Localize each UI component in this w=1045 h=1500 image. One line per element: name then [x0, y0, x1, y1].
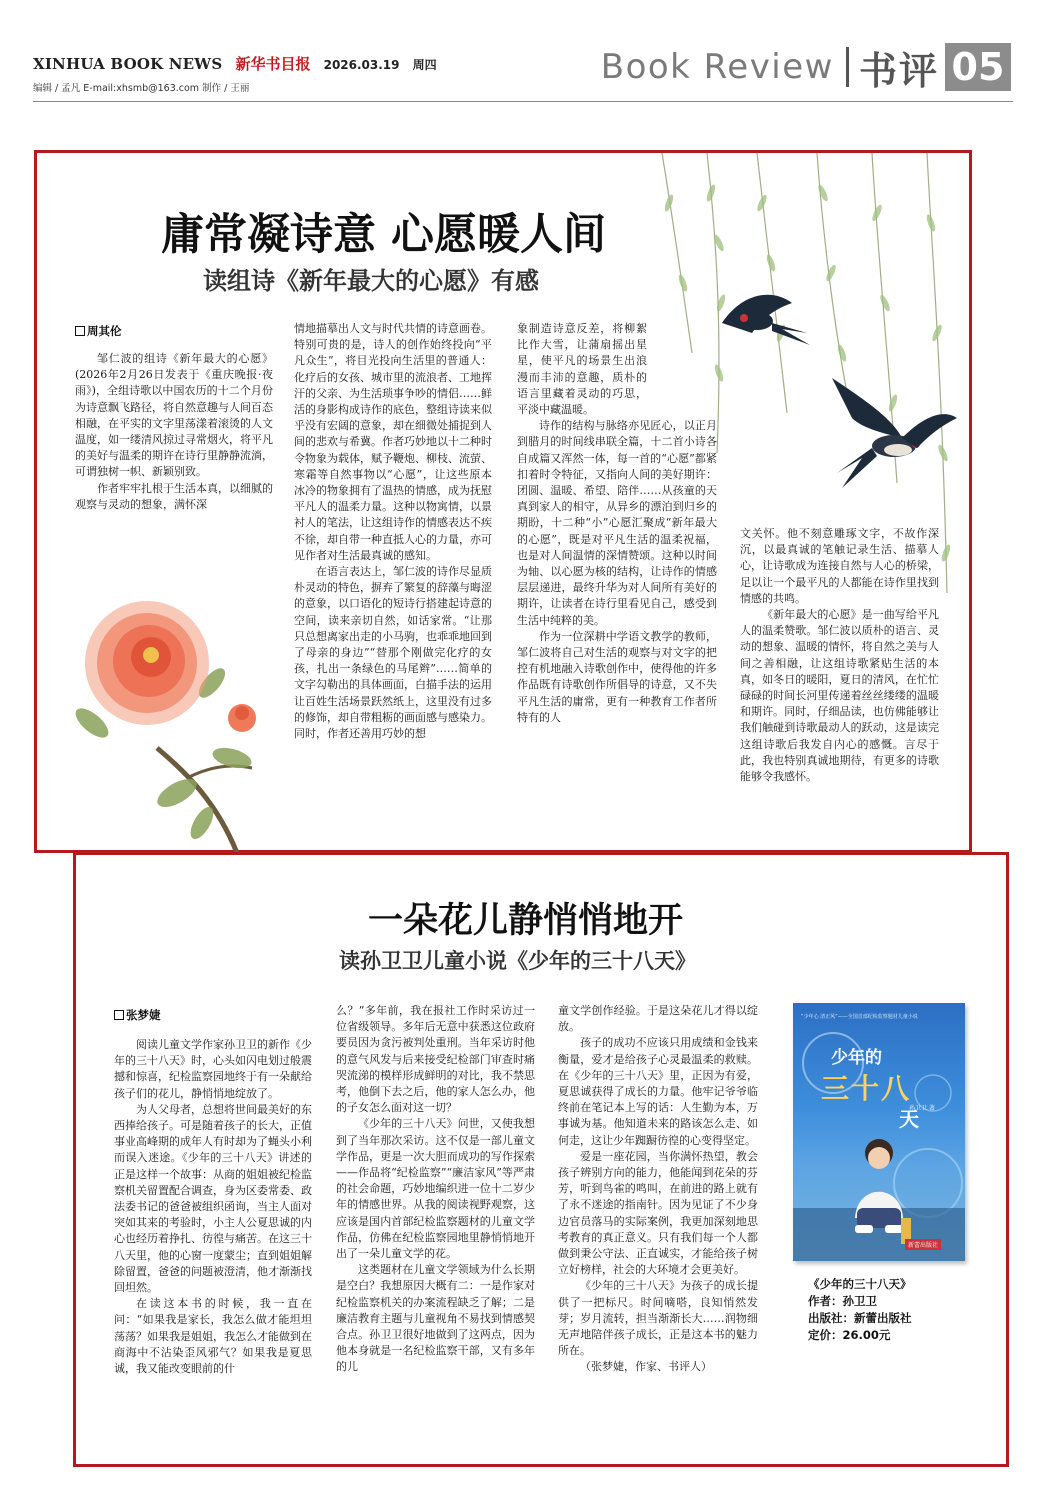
section-divider: [846, 47, 849, 87]
peony-bud-icon: [228, 704, 256, 732]
article-2-author: 张梦婕: [114, 1007, 161, 1023]
article-1-column-2: 情地描摹出人文与时代共情的诗意画卷。特别可贵的是，诗人的创作始终投向“平凡众生”，将目光投向生活里的普通人：化疗后的女孩、城市里的流浪者、工地挥汗的父亲、为生活琐事争吵的情侣……鲜活的身影构成诗作的底色，整组诗读来似乎没有宏阔的意象，却在细微处捕捉到人间的悲欢与希冀。作者巧妙地以十二种时令物象为载体，赋予鞭炮、柳枝、流萤、寒霜等自然事物以“心愿”，让这些原本冰冷的物象拥有了温热的情感，成为抚慰平凡人的温柔力量。这种以物寓情，以景衬人的笔法，让这组诗作的情感表达不疾不徐，却自带一种直抵人心的力量，亦可见作者对生活最真诚的感知。 在语言表达上，邹仁波的诗作尽显质朴灵动的特色，摒弃了繁复的辞藻与晦涩的意象，以口语化的短诗行搭建起诗意的空间，读来亲切自然，如话家常。“让那只总想离家出走的小马驹，也乖乖地回到了母亲的身边”“替那个刚做完化疗的女孩，扎出一条绿色的马尾辫”……简单的文字勾勒出的具体画面，白描手法的运用让百姓生活场景跃然纸上，这里没有过多的修饰，却自带粗粝的画面感与感染力。同时，作者还善用巧妙的想: [294, 322, 492, 741]
section-header: [601, 41, 1011, 93]
peony-illustration: [37, 553, 282, 853]
article-1-author: 周其伦: [75, 323, 122, 339]
article-1: [34, 150, 972, 853]
article-2-column-3: 童文学创作经验。于是这朵花儿才得以绽放。 孩子的成功不应该只用成绩和金钱来衡量，爱才是给孩子心灵最温柔的救赎。在《少年的三十八天》里，正因为有爱，夏思诚获得了成长的力量。他牢记爷爷临终前在笔记本上写的话：人生勤为本，万事诚为基。他知道未来的路该怎么走、如何走，这让少年踟蹰彷徨的心变得坚定。 爱是一座花园，当你满怀热望，教会孩子辨别方向的能力，他能闻到花朵的芬芳，听到鸟雀的鸣叫，在前进的路上就有了永不迷途的指南针。因为见证了不少身边官员落马的实际案例，我更加深刻地思考教育的真正意义。只有我们每一个人都做到秉公守法、正直诚实，才能给孩子树立好榜样，社会的大环境才会更美好。 《少年的三十八天》为孩子的成长提供了一把标尺。时间嘀嗒，良知悄然发芽；岁月流转，担当渐渐长大……润物细无声地陪伴孩子成长，正是这本书的魅力所在。 （张梦婕，作家、书评人）: [558, 1003, 758, 1435]
page-number: 05: [945, 43, 1011, 91]
book-info-author: 作者：孙卫卫: [808, 1294, 877, 1308]
boy-figure-icon: [855, 1139, 903, 1233]
book-info-title: 《少年的三十八天》: [808, 1277, 912, 1291]
book-info-publisher: 出版社：新蕾出版社: [808, 1311, 912, 1325]
article-1-subtitle: 读组诗《新年最大的心愿》有感: [203, 267, 539, 295]
masthead-left: [33, 53, 437, 74]
book-cover-art: [793, 1003, 965, 1261]
swallow-2-icon: [832, 378, 957, 488]
book-cover: “少年心 清正风”——全国首部纪检监察题材儿童小说 少年的 三十八 天 孙卫卫 著 新蕾出版社: [793, 1003, 965, 1261]
article-2-column-1: 阅读儿童文学作家孙卫卫的新作《少年的三十八天》时，心头如闪电划过般震撼和惊喜，纪检监察园地终于有一朵献给孩子们的花儿，静悄悄地绽放了。 为人父母者，总想将世间最美好的东西捧给孩子。可是随着孩子的长大，正值事业高峰期的成年人有时却为了蝇头小利而误入迷途。《少年的三十八天》讲述的正是这样一个故事：从商的姐姐被纪检监察机关留置配合调查，身为区委常委、政法委书记的爸爸被组织函询，当主人面对突如其来的考验时，小主人公夏思诚的内心也经历着挣扎、彷徨与痛苦。在这三十八天里，他的心窗一度蒙尘；直到姐姐解除留置，爸爸的问题被澄清，他才渐渐找回坦然。 在读这本书的时候，我一直在问：“如果我是家长，我怎么做才能坦坦荡荡？如果我是姐姐，我怎么才能做到在商海中不沾染歪风邪气？如果我是夏思诚，我又能改变眼前的什: [114, 1038, 312, 1376]
masthead: [33, 38, 1013, 100]
article-2-title: 一朵花儿静悄悄地开: [368, 900, 684, 941]
swallow-1-icon: [722, 295, 810, 345]
newspaper-name-cn: 新华书目报: [235, 55, 311, 73]
issue-weekday: 周四: [412, 58, 437, 72]
peony-flower-icon: [85, 601, 209, 725]
book-cover-series: “少年心 清正风”——全国首部纪检监察题材儿童小说: [801, 1014, 918, 1020]
book-cover-author: 孙卫卫 著: [909, 1105, 935, 1112]
editor-line: 编辑 / 孟凡 E-mail:xhsmb@163.com 制作 / 王丽: [33, 83, 250, 94]
article-2-column-2: 么？”多年前，我在报社工作时采访过一位省级领导。多年后无意中获悉这位政府要员因为贪污被判处重刑。当年采访时他的意气风发与后来接受纪检部门审查时痛哭流涕的模样形成鲜明的对比，我不禁思考，他倒下去之后，他的家人怎么办，他的子女怎么面对这一切？ 《少年的三十八天》问世，又使我想到了当年那次采访。这不仅是一部儿童文学作品，更是一次大胆而成功的写作探索——作品将“纪检监察”“廉洁家风”等严肃的社会命题，巧妙地编织进一位十二岁少年的情感世界。从我的阅读视野观察，这应该是国内首部纪检监察题材的儿童文学作品，仿佛在纪检监察园地里静悄悄地开出了一朵儿童文学的花。 这类题材在儿童文学领域为什么长期是空白？我想原因大概有二：一是作家对纪检监察机关的办案流程缺乏了解；二是廉洁教育主题与儿童视角不易找到情感契合点。孙卫卫很好地做到了这两点，因为他本身就是一名纪检监察干部，又有多年的儿: [336, 1004, 535, 1374]
article-1-column-3: 象制造诗意反差，将柳絮比作大雪，让蒲扇摇出星星，使平凡的场景生出浪漫而丰沛的意趣，质朴的语言里藏着灵动的巧思，平淡中藏温暖。 诗作的结构与脉络亦见匠心，以正月到腊月的时间线串联全篇，十二首小诗各自成篇又浑然一体，每一首的“心愿”都紧扣着时令特征，又指向人间的美好期许：团圆、温暖、希望、陪伴……从孩童的天真到家人的相守，从异乡的漂泊到归乡的期盼，十二种“小”心愿汇聚成“新年最大的心愿”，既是对平凡生活的温柔祝福，也是对人间温情的深情赞颂。这种以时间为轴、以心愿为核的结构，让诗作的情感层层递进，最终升华为对人间所有美好的期许，让读者在诗行里看见自己，感受到生活中纯粹的美。 作为一位深耕中学语文教学的教师，邹仁波将自己对生活的观察与对文字的把控有机地融入诗歌创作中，使得他的许多作品既有诗歌创作所倡导的诗意，又不失平凡生活的庸常，更有一种教育工作者所特有的人: [517, 322, 717, 724]
section-name-en: Book Review: [600, 47, 834, 87]
section-name-cn: 书评: [858, 48, 939, 93]
article-2-subtitle: 读孙卫卫儿童小说《少年的三十八天》: [339, 949, 696, 973]
issue-date: 2026.03.19: [323, 58, 400, 72]
article-1-title: 庸常凝诗意 心愿暖人间: [161, 210, 606, 260]
article-1-column-1: 邹仁波的组诗《新年最大的心愿》(2026年2月26日发表于《重庆晚报·夜雨》)，全组诗歌以中国农历的十二个月份为诗意飘飞路径，将自然意趣与人间百态相融，在平实的文字里荡漾着滚烫的人文温度，如一缕清风掠过寻常烟火，将平凡的美好与温柔的期许在诗行里静静流淌，可谓独树一帜、新颖别致。 作者牢牢扎根于生活本真，以细腻的观察与灵动的想象，满怀深: [75, 352, 273, 511]
article-2-signature: （张梦婕，作家、书评人）: [580, 1360, 712, 1374]
book-info: [808, 1276, 912, 1344]
article-1-column-4: 文关怀。他不刻意雕琢文字，不故作深沉，以最真诚的笔触记录生活、描摹人心，让诗歌成为连接自然与人心的桥梁，足以让一个最平凡的人都能在诗作里找到情感的共鸣。 《新年最大的心愿》是一曲写给平凡人的温柔赞歌。邹仁波以质朴的语言、灵动的想象、温暖的情怀，将自然之美与人间之善相融，让这组诗歌紧贴生活的本真，如冬日的暖阳，夏日的清风，在忙忙碌碌的时间长河里传递着丝丝缕缕的温暖和期许。同时，仔细品读，也仿佛能够让我们触碰到诗歌最动人的跃动，这是读完这组诗歌后我发自内心的感慨。言尽于此，我也特别真诚地期待，有更多的诗歌能够令我感怀。: [740, 527, 939, 784]
masthead-rule: [33, 101, 1013, 102]
book-info-price: 定价：26.00元: [808, 1328, 891, 1342]
book-cover-publisher: 新蕾出版社: [905, 1239, 941, 1250]
newspaper-name-en: XINHUA BOOK NEWS: [33, 55, 223, 73]
